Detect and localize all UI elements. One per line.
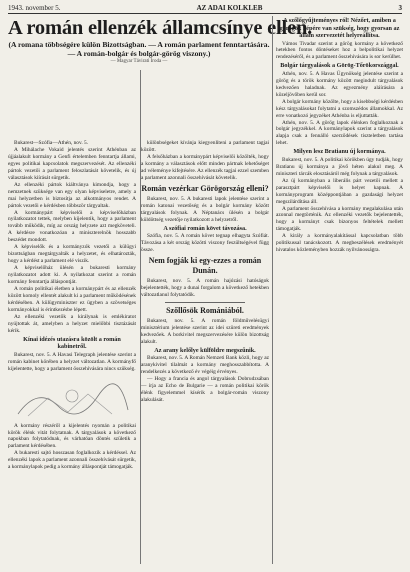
- article-paragraph: A képviselők és a kormányzók vezetői a külügyi bizottságban megtárgyalták a helyzetet, és elhatározták, hogy a kérdést a parlament elé viszik.: [8, 244, 136, 265]
- article-paragraph: A bukaresti sajtó hosszasan foglalkozik a kérdéssel. Az ellenzéki lapok a parlament azonnali összehívását sürgetik, a kormánylapok pedig a kormány álláspontját támogatják.: [8, 450, 136, 471]
- article-paragraph: A képviselőház ülésén a bukaresti kormány nyilatkozatot adott ki. A nyilatkozat szerint a román kormány fenntartja álláspontját.: [8, 265, 136, 286]
- article-paragraph: Az ellenzéki vezetők a királynak is emlékiratot nyújtottak át, amelyben a helyzet mielőbbi tisztázását kérik.: [8, 313, 136, 334]
- text-column-3: [276, 16, 403, 254]
- text-column-1: [8, 140, 136, 471]
- section-heading: Kínai idézés utazásra közölt a román kabinetről.: [23, 335, 121, 351]
- section-heading: Nem fogják ki egy-ezzes a román Dunán.: [148, 255, 262, 275]
- article-paragraph: Szófia, nov. 5. A román követ tegnap elhagyta Szófiát. Távozása a két ország közötti viszony feszültségével függ össze.: [141, 233, 269, 253]
- article-paragraph: Bukarest, nov. 5. A Havasi Telegraph jelentése szerint a román kabinet körében a helyzet változatlan. A kormányfő kijelentette, hogy a parlament összehívására nincs szükség.: [8, 351, 136, 372]
- article-paragraph: Az új kormányban a liberális párt vezetői mellett a parasztpárt képviselői is helyet kapnak. A kormányprogram középpontjában a gazdasági helyzet megszilárdítása áll.: [276, 177, 403, 205]
- article-paragraph: Athén, nov. 5. A görög lapok élénken foglalkoznak a bolgár jegyzékkel. A kormánylapok szerint a tárgyalások alapja csak a fennálló szerződések tiszteletben tartása lehet.: [276, 119, 403, 147]
- section-divider: [165, 302, 245, 303]
- text-column-2: [141, 140, 269, 471]
- article-paragraph: Athén, nov. 5. A Havas Ügynökség jelentése szerint a görög és a török kormány között megindult tárgyalások kedvezően haladnak. Az egyezmény aláírására a közeljövőben kerül sor.: [276, 70, 403, 98]
- article-paragraph: — Hogy a francia és angol tárgyalások Dobrudzsában — írja az Echo de Bulgarie — a román politikai körök élénk figyelemmel kísérik a bolgár-román viszony alakulását.: [141, 375, 269, 403]
- section-heading: Román vezérkar Görögország elleni?: [141, 183, 269, 193]
- article-paragraph: Az ellenzéki pártok kiáltványa kimondja, hogy a nemzetnek szüksége van egy olyan képviseletre, amely a mai helyzetben is biztosítja az alkotmányos rendet. A pártok vezetői e kérdésben többször tárgyaltak.: [8, 181, 136, 209]
- article-paragraph: A Mihálache Vokaid jelentés szerint Athénban az újjáalakult kormány a Genfi értelemben fenntartja állami, egyes politikai kapcsolatok megszervezését. Az ellenzéki pártok vezetői a parlament feloszlatását követelik, és új választások kiírását sürgetik.: [8, 146, 136, 181]
- article-subhead-2: — A román-bolgár és bolgár-görög viszony.): [67, 49, 211, 58]
- page-header: [8, 3, 402, 13]
- article-paragraph: A felsőházban a kormánypárt képviselői közölték, hogy a kormány a választások előtt minden pártnak lehetőséget ad véleménye kifejtésére. Az ellenzék tagjai ezzel szemben a parlament azonnali összehívását követelik.: [141, 153, 269, 181]
- header-paper-name: AZ ADAI KOLKLEB: [196, 4, 263, 12]
- article-paragraph: különbségeket kívánja kiegyenlíteni a parlament tagjai között.: [141, 140, 269, 153]
- section-heading: A szőlőgyűjteményes ról! Nézőrt, amiben a görögök népére van szükség, hogy gyorsan az állam szervezetét helyreállítsa.: [279, 17, 400, 39]
- article-paragraph: Bukarest—Szófia—Athén, nov. 5.: [14, 140, 89, 146]
- section-heading: Bolgár tárgyalások a Görög-Tőrökországgal.: [280, 62, 399, 70]
- header-page-number: 3: [398, 4, 402, 12]
- article-paragraph: A kormánypárt képviselői a képviselőházban nyilatkozatot tettek, melyben kijelentik, hogy a parlament tovább működik, míg az ország helyzete azt megköveteli. A kérdésre vonatkozóan a miniszterelnök hosszabb beszédet mondott.: [8, 209, 136, 244]
- article-paragraph: Bukarest, nov. 5. A politikai körökben úgy tudják, hogy Bratianu új kormánya a jövő héten alakul meg. A miniszteri tárcák elosztásáról még folynak a tárgyalások.: [276, 156, 403, 177]
- section-heading: Milyen lesz Bratianu új kormánya.: [293, 148, 386, 156]
- article-paragraph: A király a kormányalakítással kapcsolatban több politikussal tanácskozott. A megbeszélések eredményét hivatalos közleményben hozzák nyilvánosságra.: [276, 233, 403, 254]
- article-subhead-1: (A romana többségére külön Bizottságban. — A román parlament fenntartására.: [8, 40, 270, 49]
- article-paragraph: Vámos Tivadar szerint a görög kormány a következő hetekben fontos döntéseket hoz a belpolitikai helyzet rendezéséről, és a parlament összehívására is sor kerülhet.: [276, 40, 403, 61]
- main-article: [8, 16, 313, 65]
- section-heading: Az arany kelőlye külföldre megszűnik.: [154, 346, 256, 354]
- article-paragraph: A parlament összehívása a kormány megalakulása után azonnal megtörténik. Az ellenzéki vezetők bejelentették, hogy a kormányt csak bizonyos feltételek mellett támogatják.: [276, 205, 403, 233]
- article-headline: A román ellenzék államcsínye ellen.: [8, 17, 313, 39]
- header-date: 1943. november 5.: [8, 4, 61, 12]
- column-rule: [272, 16, 273, 564]
- article-paragraph: A román politikai életben a kormánypárt és az ellenzék között komoly ellentét alakult ki a parlament működésének kérdésében. A külügyminiszter ez ügyben a szövetséges kormányokkal is érintkezésbe lépett.: [8, 286, 136, 313]
- header-rule: [8, 13, 402, 14]
- article-byline: — Magyar Távirati Iroda —: [110, 59, 168, 64]
- section-heading: A szófiai román követ távozása.: [163, 224, 247, 232]
- article-paragraph: A kormány részéről a kijelentés nyomán a politikai körök élénk vitát folytatnak. A tárgyalások a következő napokban folytatódnak, és várhatóan döntés születik a parlament kérdésében.: [8, 422, 136, 450]
- illustration-image: [8, 376, 136, 420]
- article-paragraph: Bukarest, nov. 5. A román hajózási hatóságok bejelentették, hogy a dunai forgalom a következő hetekben változatlanul folytatódik.: [141, 277, 269, 298]
- article-paragraph: A bolgár kormány közölte, hogy a kisebbségi kérdésben kész tárgyalásokat folytatni a szomszédos államokkal. Az erre vonatkozó jegyzéket Athénba is eljuttatták.: [276, 98, 403, 119]
- article-paragraph: Bukarest, nov. 5. A bukaresti lapok jelentése szerint a román katonai vezetőség és a bolgár kormány között tárgyalások folynak. A Néptanács ülésén a bolgár küldöttség vezetője nyilatkozott a helyzetről.: [141, 195, 269, 223]
- article-paragraph: Bukarest, nov. 5. A Román Nemzeti Bank közli, hogy az aranykivitel tilalmát a kormány meghosszabbította. A rendelkezés a következő év végéig érvényes.: [141, 355, 269, 375]
- section-heading: Szőllősök Romániából.: [166, 305, 244, 315]
- article-paragraph: Bukarest, nov. 5. A román földművelésügyi minisztérium jelentése szerint az idei szüreti eredmények kedvezőek. A borkivitel megszervezésére külön bizottság alakult.: [141, 317, 269, 345]
- column-rule: [140, 70, 141, 564]
